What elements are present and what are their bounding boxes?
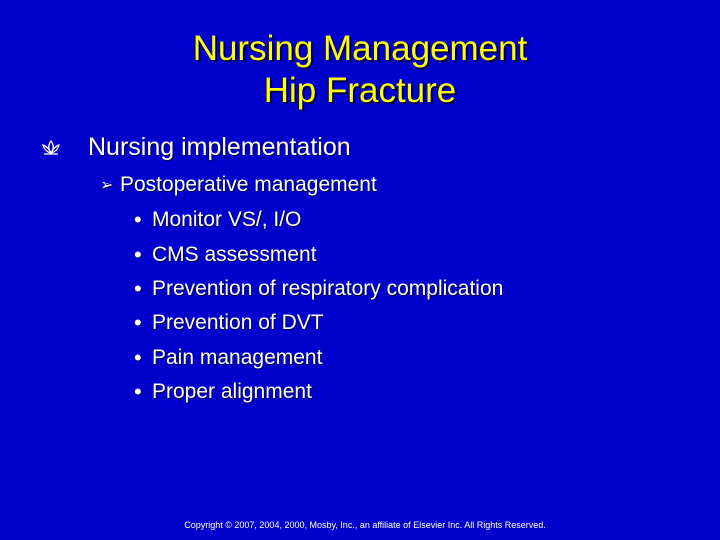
- copyright-footer: Copyright © 2007, 2004, 2000, Mosby, Inc., an affiliate of Elsevier Inc. All Rights Reserved.: [184, 520, 546, 530]
- bullet-level-3-list: [134, 203, 503, 409]
- dot-bullet-icon: •: [134, 275, 142, 301]
- title-line-2: Hip Fracture: [263, 71, 457, 110]
- title-line-1: Nursing Management: [192, 29, 528, 68]
- list-item-text: Pain management: [152, 345, 323, 369]
- dot-bullet-icon: •: [134, 241, 142, 267]
- list-item: [134, 203, 503, 237]
- bullet-level-1: [40, 130, 351, 164]
- dot-bullet-icon: •: [134, 379, 142, 405]
- list-item-text: Monitor VS/, I/O: [152, 208, 302, 232]
- list-item: [134, 237, 503, 271]
- list-item-text: Proper alignment: [152, 380, 312, 404]
- lotus-bullet-icon: [40, 139, 88, 155]
- dot-bullet-icon: •: [134, 310, 142, 336]
- list-item: [134, 341, 503, 375]
- level-1-text: Nursing implementation: [88, 132, 351, 161]
- dot-bullet-icon: •: [134, 207, 142, 233]
- list-item: [134, 306, 503, 340]
- list-item: [134, 375, 503, 409]
- dot-bullet-icon: •: [134, 344, 142, 370]
- list-item: [134, 272, 503, 306]
- list-item-text: CMS assessment: [152, 242, 317, 266]
- list-item-text: Prevention of DVT: [152, 311, 324, 335]
- slide-title: [0, 28, 720, 112]
- list-item-text: Prevention of respiratory complication: [152, 276, 504, 300]
- bullet-level-2: [100, 170, 377, 200]
- level-2-text: Postoperative management: [120, 173, 377, 196]
- arrow-bullet-icon: ➢: [100, 177, 114, 194]
